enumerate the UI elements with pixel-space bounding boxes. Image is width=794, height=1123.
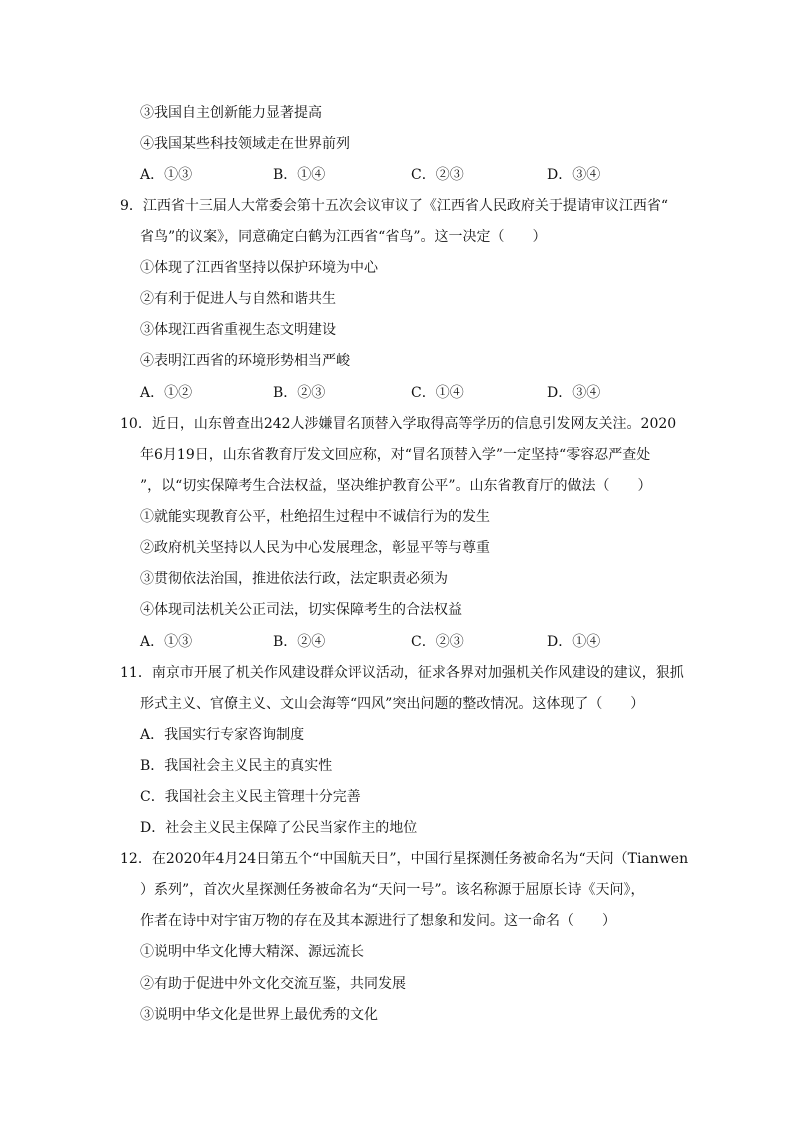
q9-option-c: C．①④ [411,385,464,401]
q9-stem-line-2: 省鸟”的议案》，同意确定白鹤为江西省“省鸟”。这一决定（ ） [140,229,547,245]
q8-item-3: ③我国自主创新能力显著提高 [140,105,322,121]
q10-stem-line-2: 年6月19日，山东省教育厅发文回应称，对“冒名顶替入学”一定坚持“零容忍严查处 [140,447,651,463]
q10-item-3: ③贯彻依法治国，推进依法行政，法定职责必须为 [140,571,448,587]
q8-item-4: ④我国某些科技领域走在世界前列 [140,136,350,152]
q12-stem-line-1: 12．在2020年4月24日第五个“中国航天日”，中国行星探测任务被命名为“天问（Tianwen [120,851,689,867]
q10-stem-line-1: 10．近日，山东曾查出242人涉嫌冒名顶替入学取得高等学历的信息引发网友关注。2020 [120,416,677,432]
q12-item-3: ③说明中华文化是世界上最优秀的文化 [140,1007,378,1023]
q9-item-2: ②有利于促进人与自然和谐共生 [140,291,336,307]
q9-option-b: B．②③ [273,385,326,401]
q12-item-2: ②有助于促进中外文化交流互鉴，共同发展 [140,976,406,992]
q10-option-a: A．①③ [140,634,193,650]
q10-item-1: ①就能实现教育公平，杜绝招生过程中不诚信行为的发生 [140,509,490,525]
q9-item-3: ③体现江西省重视生态文明建设 [140,322,336,338]
q9-option-a: A．①② [140,385,193,401]
q10-item-2: ②政府机关坚持以人民为中心发展理念，彰显平等与尊重 [140,540,490,556]
q11-option-b: B．我国社会主义民主的真实性 [140,758,333,774]
q10-item-4: ④体现司法机关公正司法，切实保障考生的合法权益 [140,602,462,618]
q12-item-1: ①说明中华文化博大精深、源远流长 [140,944,364,960]
q8-option-d: D．③④ [547,167,601,183]
q11-stem-line-1: 11．南京市开展了机关作风建设群众评议活动，征求各界对加强机关作风建设的建议，狠抓 [120,665,684,681]
q10-option-c: C．②③ [411,634,464,650]
q11-option-d: D．社会主义民主保障了公民当家作主的地位 [140,820,418,836]
q12-stem-line-3: 作者在诗中对宇宙万物的存在及其本源进行了想象和发问。这一命名（ ） [140,913,616,929]
q9-stem-line-1: 9．江西省十三届人大常委会第十五次会议审议了《江西省人民政府关于提请审议江西省“ [120,198,669,214]
q10-option-d: D．①④ [547,634,601,650]
q11-option-a: A．我国实行专家咨询制度 [140,727,305,743]
q8-option-c: C．②③ [411,167,464,183]
q11-option-c: C．我国社会主义民主管理十分完善 [140,789,361,805]
q10-stem-line-3: ”，以“切实保障考生合法权益，坚决维护教育公平”。山东省教育厅的做法（ ） [140,478,652,494]
q8-option-b: B．①④ [273,167,326,183]
q12-stem-line-2: ）系列”，首次火星探测任务被命名为“天问一号”。该名称源于屈原长诗《天问》， [140,882,645,898]
q9-item-1: ①体现了江西省坚持以保护环境为中心 [140,260,378,276]
q8-option-a: A．①③ [140,167,193,183]
q10-option-b: B．②④ [273,634,326,650]
q9-item-4: ④表明江西省的环境形势相当严峻 [140,353,350,369]
q9-option-d: D．③④ [547,385,601,401]
q11-stem-line-2: 形式主义、官僚主义、文山会海等“四风”突出问题的整改情况。这体现了（ ） [140,696,645,712]
